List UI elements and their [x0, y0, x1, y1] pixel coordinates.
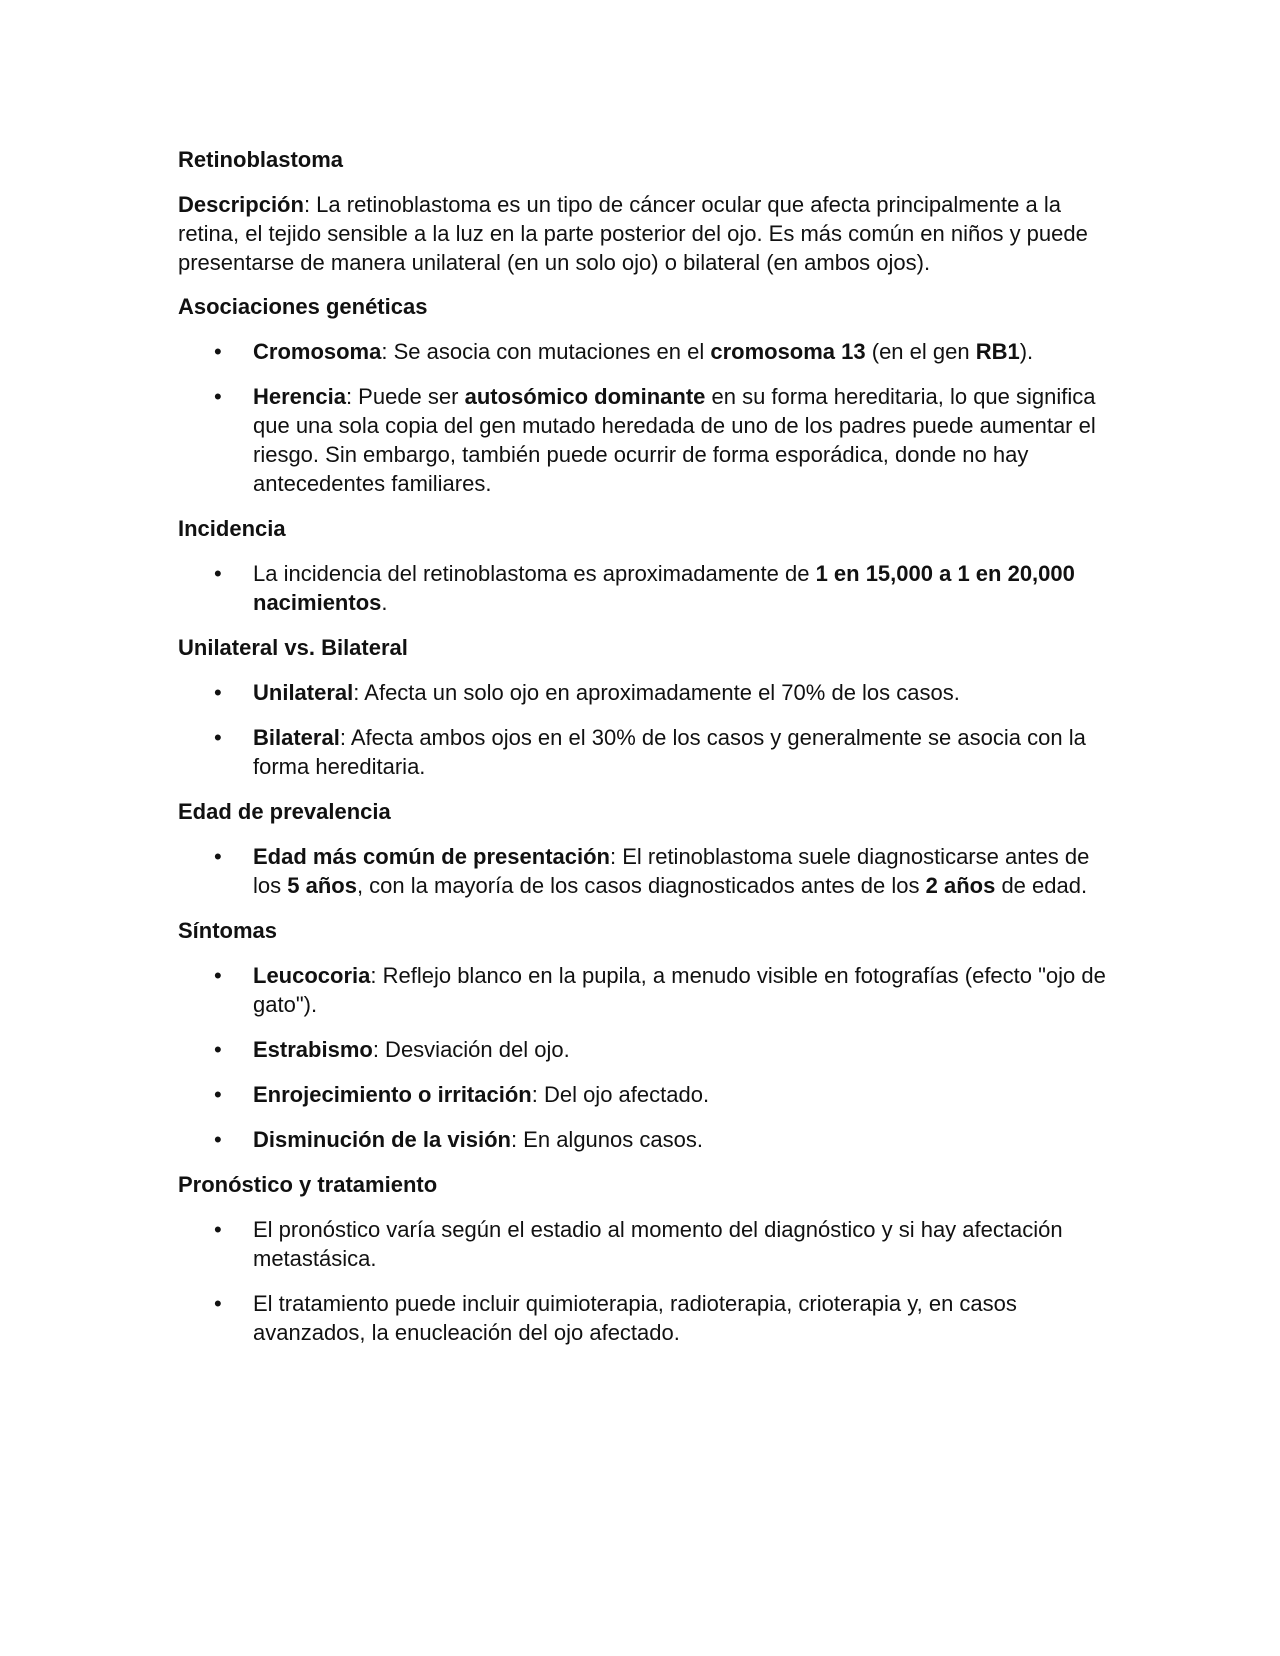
bullet-icon: • — [214, 1037, 222, 1062]
item-label: Leucocoria — [253, 963, 371, 988]
list-item — [178, 723, 1108, 781]
item-bold: cromosoma 13 — [710, 339, 866, 364]
item-text: : Desviación del ojo. — [372, 1037, 570, 1062]
item-text: : Reflejo blanco en la pupila, a menudo visible en fotografías (efecto "ojo de gato"). — [253, 963, 1106, 1017]
item-bold: autosómico dominante — [464, 384, 706, 409]
item-text: (en el gen — [865, 339, 976, 364]
symptoms-heading: Síntomas — [178, 918, 278, 943]
item-text: : Afecta ambos ojos en el 30% de los casos y generalmente se asocia con la forma hereditaria. — [253, 725, 1086, 779]
item-text: ). — [1019, 339, 1034, 364]
list-item — [178, 1125, 1108, 1154]
bullet-icon: • — [214, 384, 222, 409]
item-label: Herencia — [253, 384, 346, 409]
description-paragraph — [178, 190, 1108, 277]
item-bold: RB1 — [975, 339, 1020, 364]
laterality-list — [178, 678, 1108, 781]
item-text: : Afecta un solo ojo en aproximadamente el 70% de los casos. — [353, 680, 960, 705]
document-page — [178, 145, 1108, 1363]
bullet-icon: • — [214, 1217, 222, 1242]
list-item — [178, 678, 1108, 707]
description-text: : La retinoblastoma es un tipo de cáncer ocular que afecta principalmente a la retina, el tejido sensible a la luz en la parte posterior del ojo. Es más común en niños y puede presentarse de manera unilateral (en un solo ojo) o bilateral (en ambos ojos). — [178, 192, 1088, 275]
list-item — [178, 961, 1108, 1019]
bullet-icon: • — [214, 1082, 222, 1107]
age-list — [178, 842, 1108, 900]
symptoms-list — [178, 961, 1108, 1154]
item-text: , con la mayoría de los casos diagnosticados antes de los — [356, 873, 926, 898]
item-text: El pronóstico varía según el estadio al momento del diagnóstico y si hay afectación metastásica. — [253, 1217, 1063, 1271]
list-item — [178, 1215, 1108, 1273]
bullet-icon: • — [214, 1291, 222, 1316]
item-text: en su forma hereditaria, lo que significa que una sola copia del gen mutado heredada de uno de los padres puede aumentar el riesgo. Sin embargo, también puede ocurrir de forma esporádica, donde no hay antecedentes familiares. — [253, 384, 1096, 496]
laterality-heading: Unilateral vs. Bilateral — [178, 635, 408, 660]
bullet-icon: • — [214, 1127, 222, 1152]
list-item — [178, 1289, 1108, 1347]
item-bold: 1 en 15,000 a 1 en 20,000 nacimientos — [253, 561, 1075, 615]
item-label: Disminución de la visión — [253, 1127, 511, 1152]
item-text: El tratamiento puede incluir quimioterapia, radioterapia, crioterapia y, en casos avanzados, la enucleación del ojo afectado. — [253, 1291, 1017, 1345]
item-text: . — [381, 590, 388, 615]
item-text: : Del ojo afectado. — [531, 1082, 710, 1107]
item-text: : Se asocia con mutaciones en el — [381, 339, 711, 364]
prognosis-heading: Pronóstico y tratamiento — [178, 1172, 438, 1197]
item-text: : En algunos casos. — [510, 1127, 703, 1152]
bullet-icon: • — [214, 561, 222, 586]
item-label: Cromosoma — [253, 339, 382, 364]
item-label: Bilateral — [253, 725, 340, 750]
age-heading: Edad de prevalencia — [178, 799, 391, 824]
item-text: de edad. — [995, 873, 1088, 898]
list-item — [178, 382, 1108, 498]
item-label: Estrabismo — [253, 1037, 373, 1062]
list-item — [178, 842, 1108, 900]
description-label: Descripción — [178, 192, 304, 217]
list-item — [178, 1035, 1108, 1064]
item-text: : El retinoblastoma suele diagnosticarse antes de los — [253, 844, 1090, 898]
bullet-icon: • — [214, 844, 222, 869]
prognosis-list — [178, 1215, 1108, 1347]
item-text: : Puede ser — [345, 384, 465, 409]
item-label: Enrojecimiento o irritación — [253, 1082, 532, 1107]
document-title: Retinoblastoma — [178, 147, 344, 172]
item-label: Unilateral — [253, 680, 354, 705]
bullet-icon: • — [214, 680, 222, 705]
item-text: La incidencia del retinoblastoma es aproximadamente de — [253, 561, 816, 586]
item-bold: 5 años — [287, 873, 357, 898]
bullet-icon: • — [214, 963, 222, 988]
genetics-heading: Asociaciones genéticas — [178, 294, 428, 319]
list-item — [178, 1080, 1108, 1109]
list-item — [178, 337, 1108, 366]
bullet-icon: • — [214, 339, 222, 364]
incidence-list — [178, 559, 1108, 617]
list-item — [178, 559, 1108, 617]
item-bold: 2 años — [925, 873, 996, 898]
incidence-heading: Incidencia — [178, 516, 286, 541]
genetics-list — [178, 337, 1108, 498]
bullet-icon: • — [214, 725, 222, 750]
item-label: Edad más común de presentación — [253, 844, 610, 869]
